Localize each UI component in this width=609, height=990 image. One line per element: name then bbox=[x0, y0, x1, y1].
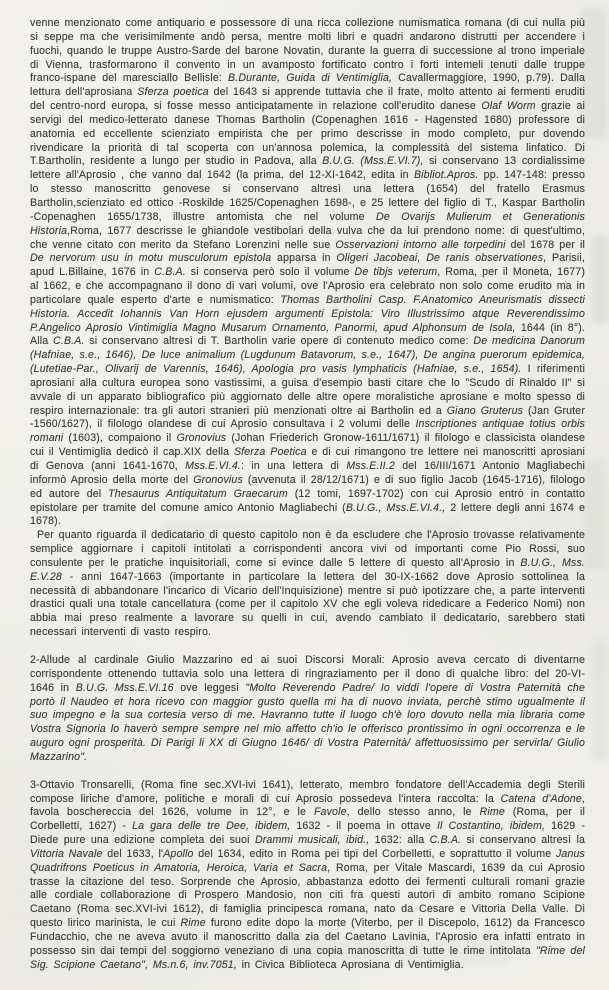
text-run-italic: Rime bbox=[180, 917, 206, 930]
text-run-italic: Sferza Poetica bbox=[233, 446, 307, 459]
text-run: , dello stesso anno, le bbox=[346, 806, 480, 819]
text-run: Per quanto riguarda il dedicatario di questo capitolo non è da escludere che l'Aprosio trovasse relativamente semplice aggiornare i capitoli intitolati a corrispondenti ancora vivi od importanti come Pio Rossi, suo consulente per le pratiche inquisitoriali, come si evince dalle 5 lettere di questo all'Aprosio in bbox=[30, 529, 585, 569]
text-run: ove leggesi bbox=[173, 681, 246, 694]
text-run: pp. 147-148: presso lo stesso manoscritto genovese si conservano altresì una lettera (1654) del fratello Erasmus Bartholin,scienziato ed ottico -Roskilde 1625/Copenaghen 1698-, e 25 lettere del figlio di T., Kaspar Bartholin -Copenaghen 1655/1738, illustre antomista che nel volume bbox=[30, 169, 586, 223]
text-run: 1644 (in 8°). Alla bbox=[30, 321, 585, 348]
text-run-italic: B.U.G. (Mss.E.VI.7), bbox=[322, 155, 424, 168]
text-run: del 16/III/1671 Antonio Magliabechi informò Aprosio della morte del bbox=[30, 460, 585, 486]
text-run-italic: Thomas Bartholini Casp. F.Anatomico Aneurismatis dissecti Historia. Accedit Iohannis Van Horn ejusdem argumenti Epistola: Viro Illustrissimo atque Reverendissimo P.Angelico Aprosio Vintimiglia Magno Musarum Ornamento, Panormi, apud Alphonsum de Isola, bbox=[30, 293, 585, 334]
text-run-italic: Gronovius bbox=[193, 473, 243, 486]
text-run-italic: B.Durante, Guida di Ventimiglia, bbox=[228, 72, 393, 85]
text-run: del 1643 si apprende tuttavia che il frate, molto attento ai fermenti eruditi del centro-nord europa, si fosse messo anticipatamente in relazione coll'erudito danese bbox=[30, 86, 586, 113]
text-run-italic: Thesaurus Antiquitatum Graecarum bbox=[108, 487, 288, 500]
text-run-italic: Drammi musicali, ibid., bbox=[254, 834, 370, 847]
text-run: , Roma, per il Moneta, 1677) al 1662, e che accompagnano il dono di vari volumi, ove l'Aprosio era celebrato non solo come erudito ma in particolare quale esperto d'arte e numismatico: bbox=[30, 266, 585, 306]
text-run: 1632: alla bbox=[369, 834, 430, 847]
text-run: si conservano altresì la bbox=[461, 834, 586, 847]
text-run: , favola boschereccia del 1626, volume in 12°, e le bbox=[30, 792, 585, 819]
body-paragraph-dedicatario bbox=[30, 529, 585, 640]
text-run-italic: De medicina Danorum (Hafniae, s.e., 1646), De luce animalium (Lugdunum Batavorum, s.e., 1647), De angina puerorum epidemica,(Lutetiae-Par., Olivarij de Varennis, 1646), Apologia pro vasis lymphaticis (Hafniae, s.e., 1654). bbox=[30, 335, 585, 376]
text-run-italic: "Molto Reverendo Padre/ Io viddi l'opere di Vostra Paternità che portò il Naudeo et hora ricevo con maggior gusto quella mi ha di nuovo inviata, perchè stimo ugualmente il suo impegno e la sua cortesia verso di me. Havranno tutte il luogo ch'è loro dovuto nella mia libraria come Vostra Signoria lo haverò sempre sempre nel mio affetto ch'io le offerisco prontissimo in ogni occorrenza e le auguro ogni prosperità. Di Parigi li XX di Giugno 1646/ di Vostra Paternità/ affettuosissimo per servirla/ Giulio Mazzarino". bbox=[30, 681, 585, 763]
footnote-2-mazzarino bbox=[30, 654, 585, 765]
text-run-italic: Catena d'Adone bbox=[500, 792, 582, 805]
text-run-italic: Il Costantino, ibidem, bbox=[436, 820, 546, 833]
text-run: grazie ai servigi del medico-letterato danese Thomas Bartholin (Copenaghen 1616 - Hagensted 1680) professore di anatomia ed eccellente scienziato empirista che per primo descrisse in modo completo, pur dovendo rivendicare la priorità di tal scoperta con un'annosa polemica, la complessità del sistema linfatico. Di T.Bartholin, residente a lungo per studio in Padova, alla bbox=[30, 100, 585, 168]
text-run-italic: Apollo bbox=[163, 847, 194, 860]
text-run-italic: C.B.A. bbox=[429, 834, 462, 847]
text-run-italic: Vittoria Navale bbox=[30, 847, 103, 860]
text-run: (Jan Gruter -1560/1627), il filologo olandese di cui Aprosio consultava i 2 volumi delle bbox=[30, 404, 585, 431]
text-run: : in una lettera di bbox=[240, 460, 347, 472]
text-run: , Roma, per Vitale Mascardi, 1639 da cui Aprosio trasse la citazione del teso. Sorprende che Aprosio, abbastanza edotto dei fermenti culturali romani grazie alle cordiale collaborazione di Prospero Mandosio, non citi fra questi autori di ambito romano Scipione Caetano (Roma sec.XVI-ivi 1612), di famiglia principesca romana, nato da Cesare e Vittoria Della Valle. Di questo lirico marinista, le cui bbox=[30, 861, 585, 930]
text-run-italic: Gronovius bbox=[176, 432, 227, 445]
text-run: , Parisii, apud L.Billaine, 1676 in bbox=[30, 252, 585, 279]
text-run-italic: Oligeri Jacobeai, De ranis observationes bbox=[336, 252, 544, 265]
text-run: (12 tomi, 1697-1702) con cui Aprosio entrò in contatto epistolare per tramite del comune amico Antonio Magliabechi ( bbox=[30, 487, 585, 514]
text-run-italic: Giano Gruterus bbox=[446, 404, 524, 417]
text-run-italic: De tibjs veterum bbox=[354, 266, 438, 279]
text-run-italic: Olaf Worm bbox=[481, 100, 536, 113]
text-run-italic: Inscriptiones antiquae totius orbis romani bbox=[30, 418, 586, 445]
text-run: 2 lettere degli anni 1674 e 1678). bbox=[30, 501, 585, 528]
text-run: si conserva però solo il volume bbox=[185, 266, 355, 279]
text-run: 1632 - il poema in ottave bbox=[290, 820, 437, 833]
text-run: si conservano altresì di T. Bartholin varie opere di contenuto medico come: bbox=[84, 335, 474, 348]
text-run: 3-Ottavio Tronsarelli, (Roma fine sec.XVI-ivi 1641), letterato, membro fondatore dell'Accademia degli Sterili compose liriche d'amore, politiche e morali di cui Aprosio possedeva l'intera raccolta: la bbox=[30, 778, 585, 805]
text-run: (avvenuta il 28/12/1671) e di suo figlio Jacob (1645-1716), filologo ed autore del bbox=[30, 473, 585, 500]
text-run: (Roma, per il Corbelletti, 1627) - bbox=[30, 806, 585, 833]
text-run-italic: "Rime del Sig. Scipione Caetano", Ms.n.6, inv.7051, bbox=[30, 944, 586, 971]
text-run-italic: De Ovarijs Mulierum et Generationis Historia bbox=[30, 210, 585, 237]
text-run-italic: Favole bbox=[313, 806, 347, 819]
text-run: - anni 1647-1663 (importante in particolare la lettera del 30-IX-1662 dove Aprosio sottolinea la necessità di abbandonare l'incarico di Vicario dell'Inquisizione) mentre si può ipotizzare che, a parte interventi drastici quali una totale cancellatura (come per il capitolo XV che egli voleva ridedicare a Federico Nomi) non abbia mai preso realmente a lavorare su quelli in cui, avendo cambiato il dedicatario, sarebbero stati necessari interventi di vasto respiro. bbox=[30, 570, 585, 639]
text-run: del 1634, edito in Roma pei tipi del Corbelletti, e soprattutto il volume bbox=[193, 847, 556, 860]
text-run-italic: Mss.E.VI.4. bbox=[185, 460, 241, 472]
text-run-italic: Sferza poetica bbox=[137, 86, 209, 99]
text-run: del 1678 per il bbox=[505, 238, 585, 251]
text-run: (1603), compaiono il bbox=[63, 432, 177, 445]
text-run-italic: La gara delle tre Dee, ibidem, bbox=[132, 820, 291, 833]
text-run: (Johan Friederich Gronow-1611/1671) il filologo e classicista olandese cui il Ventimiglia dedicò il cap.XIX della bbox=[30, 432, 585, 459]
text-run: furono edite dopo la morte (Viterbo, per il Discepolo, 1612) da Francesco Fundacchio, che ne aveva avuto il manoscritto dalla zia del Caetano Lavinia, l'Aprosio era infatti entrato in possesso sin dai tempi del soggiorno veneziano di una copia manoscritta di tutte le rime intitolata bbox=[30, 917, 585, 957]
footnote-3-tronsarelli bbox=[30, 779, 585, 973]
text-run-italic: C.B.A. bbox=[53, 335, 85, 348]
text-run-italic: C.B.A. bbox=[154, 266, 186, 279]
text-run: ,Roma, 1677 descrisse le ghiandole vestibolari della vulva che da lui prendono nome: di quest'ultimo, che venne citato con merito da Stefano Lorenzini nelle sue bbox=[30, 224, 585, 251]
text-run-italic: De nervorum usu in motu musculorum epistola bbox=[30, 252, 272, 265]
text-run-italic: Rime bbox=[479, 806, 505, 819]
text-run-italic: B.U.G., Mss.E.VI.4., bbox=[345, 501, 446, 514]
text-run: in Civica Biblioteca Aprosiana di Ventimiglia. bbox=[236, 958, 464, 971]
text-run: si conservano 13 cordialissime lettere all'Aprosio , che vanno dal 1642 (la prima, del 12-XI-1642, edita in bbox=[30, 155, 585, 182]
text-run: 2-Allude al cardinale Giulio Mazzarino ed ai suoi Discorsi Morali: Aprosio aveva cercato di diventarne corrispondente ottenendo tuttavia solo una lettera di ringraziamento per il dono di qualche libro: del 20-VI-1646 in bbox=[30, 653, 585, 694]
text-run: del 1633, l' bbox=[102, 847, 164, 860]
text-run: 1629 - Diede pure una edizione completa dei suoi bbox=[30, 820, 585, 847]
text-run: venne menzionato come antiquario e possessore di una ricca collezione numismatica romana (di cui nulla più si seppe ma che verisimilmente andò persa, mentre molti libri e quadri andarono distrutti per accendere i fuochi, quando le truppe Austro-Sarde del barone Novatin, durante la guerra di successione al trono imperiale di Vienna, trasformarono il convento in un avamposto fortificato contro i forti intemeli tenuti dalle truppe franco-ispane del maresciallo Bellisle: bbox=[30, 17, 585, 85]
text-run: e di cui rimangono tre lettere nei manoscritti aprosiani di Genova (anni 1641-1670, bbox=[30, 446, 585, 472]
text-run-italic: B.U.G. Mss.E.VI.16 bbox=[75, 681, 174, 694]
text-run-italic: Janus Quadrifrons Poeticus in Amatoria, Heroica, Varia et Sacra bbox=[30, 847, 585, 874]
text-run: Cavallermaggiore, 1990, p.79). Dalla lettura dell'aprosiana bbox=[30, 72, 586, 99]
text-run-italic: B.U.G., Mss. E.V.28 bbox=[30, 556, 586, 583]
text-run-italic: Mss.E.II.2 bbox=[346, 460, 395, 472]
text-run-italic: Bibliot.Apros. bbox=[413, 169, 479, 182]
text-run: apparsa in bbox=[271, 252, 337, 265]
text-run: I riferimenti aprosiani alla cultura europea sono vastissimi, a guisa d'esempio basti citare che lo "Scudo di Rinaldo II" si avvale di un apparato bibliografico più aggiornato delle altre opere moralistiche aprosiane e molto spesso di respiro internazionale: tra gli autori stranieri più menzionati oltre ai Bartholin ed a bbox=[30, 363, 585, 417]
text-run-italic: Osservazioni intorno alle torpedini bbox=[335, 238, 506, 251]
body-continuation bbox=[30, 17, 585, 529]
